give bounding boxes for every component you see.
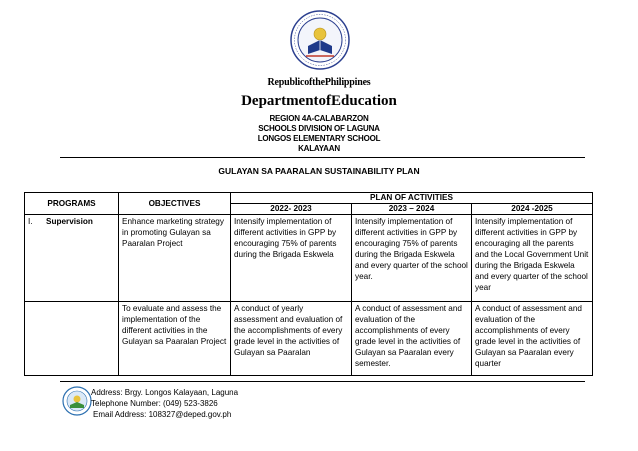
footer-divider — [60, 381, 585, 382]
school-seal-icon — [62, 386, 92, 416]
year-header: 2024 -2025 — [472, 204, 593, 215]
activity-cell: A conduct of assessment and evaluation of the accomplishments of every grade level in the activities of Gulayan sa Paaralan every quarter — [472, 302, 593, 376]
table-row — [25, 302, 593, 376]
activity-cell: Intensify implementation of different activities in GPP by encouraging 75% of parents during the Brigada Eskwela — [231, 215, 352, 302]
republic-text: RepublicofthePhilippines — [267, 77, 371, 88]
program-label: Supervision — [46, 217, 93, 226]
school-text: LONGOS ELEMENTARY SCHOOL — [257, 134, 381, 143]
table-header-row — [25, 193, 593, 204]
program-cell — [25, 302, 119, 376]
address-text: Address: Brgy. Longos Kalayaan, Laguna — [91, 388, 239, 397]
division-text: SCHOOLS DIVISION OF LAGUNA — [258, 124, 380, 133]
program-cell — [25, 215, 119, 302]
activity-cell: Intensify implementation of different activities in GPP by encouraging 75% of parents during the Brigada Eskwela and every quarter of the school year. — [352, 215, 472, 302]
region-text: REGION 4A-CALABARZON — [269, 114, 369, 123]
year-header: 2022- 2023 — [231, 204, 352, 215]
header-divider — [60, 157, 585, 158]
activity-cell: A conduct of yearly assessment and evaluation of the accomplishments of every grade level in the activities of Gulayan sa Paaralan — [231, 302, 352, 376]
objective-cell: To evaluate and assess the implementation of the different activities in the Gulayan sa Paaralan Project — [119, 302, 231, 376]
program-number: I. — [28, 217, 33, 226]
plan-of-activities-header: PLAN OF ACTIVITIES — [231, 193, 593, 204]
deped-seal-icon — [290, 10, 350, 70]
objectives-header: OBJECTIVES — [119, 193, 231, 215]
department-title: DepartmentofEducation — [241, 93, 397, 109]
table-row — [25, 215, 593, 302]
activity-cell: Intensify implementation of different activities in GPP by encouraging all the parents and the Local Government Unit during the Brigada Eskwela and every quarter of the school year — [472, 215, 593, 302]
plan-table — [24, 192, 593, 376]
year-header: 2023 – 2024 — [352, 204, 472, 215]
activity-cell: A conduct of assessment and evaluation of the accomplishments of every grade level in the activities of Gulayan sa Paaralan every semester. — [352, 302, 472, 376]
objective-cell: Enhance marketing strategy in promoting Gulayan sa Paaralan Project — [119, 215, 231, 302]
district-text: KALAYAAN — [298, 144, 340, 153]
plan-title: GULAYAN SA PAARALAN SUSTAINABILITY PLAN — [218, 166, 420, 176]
email-text: Email Address: 108327@deped.gov.ph — [93, 410, 232, 419]
programs-header: PROGRAMS — [25, 193, 119, 215]
telephone-text: Telephone Number: (049) 523-3826 — [91, 399, 218, 408]
